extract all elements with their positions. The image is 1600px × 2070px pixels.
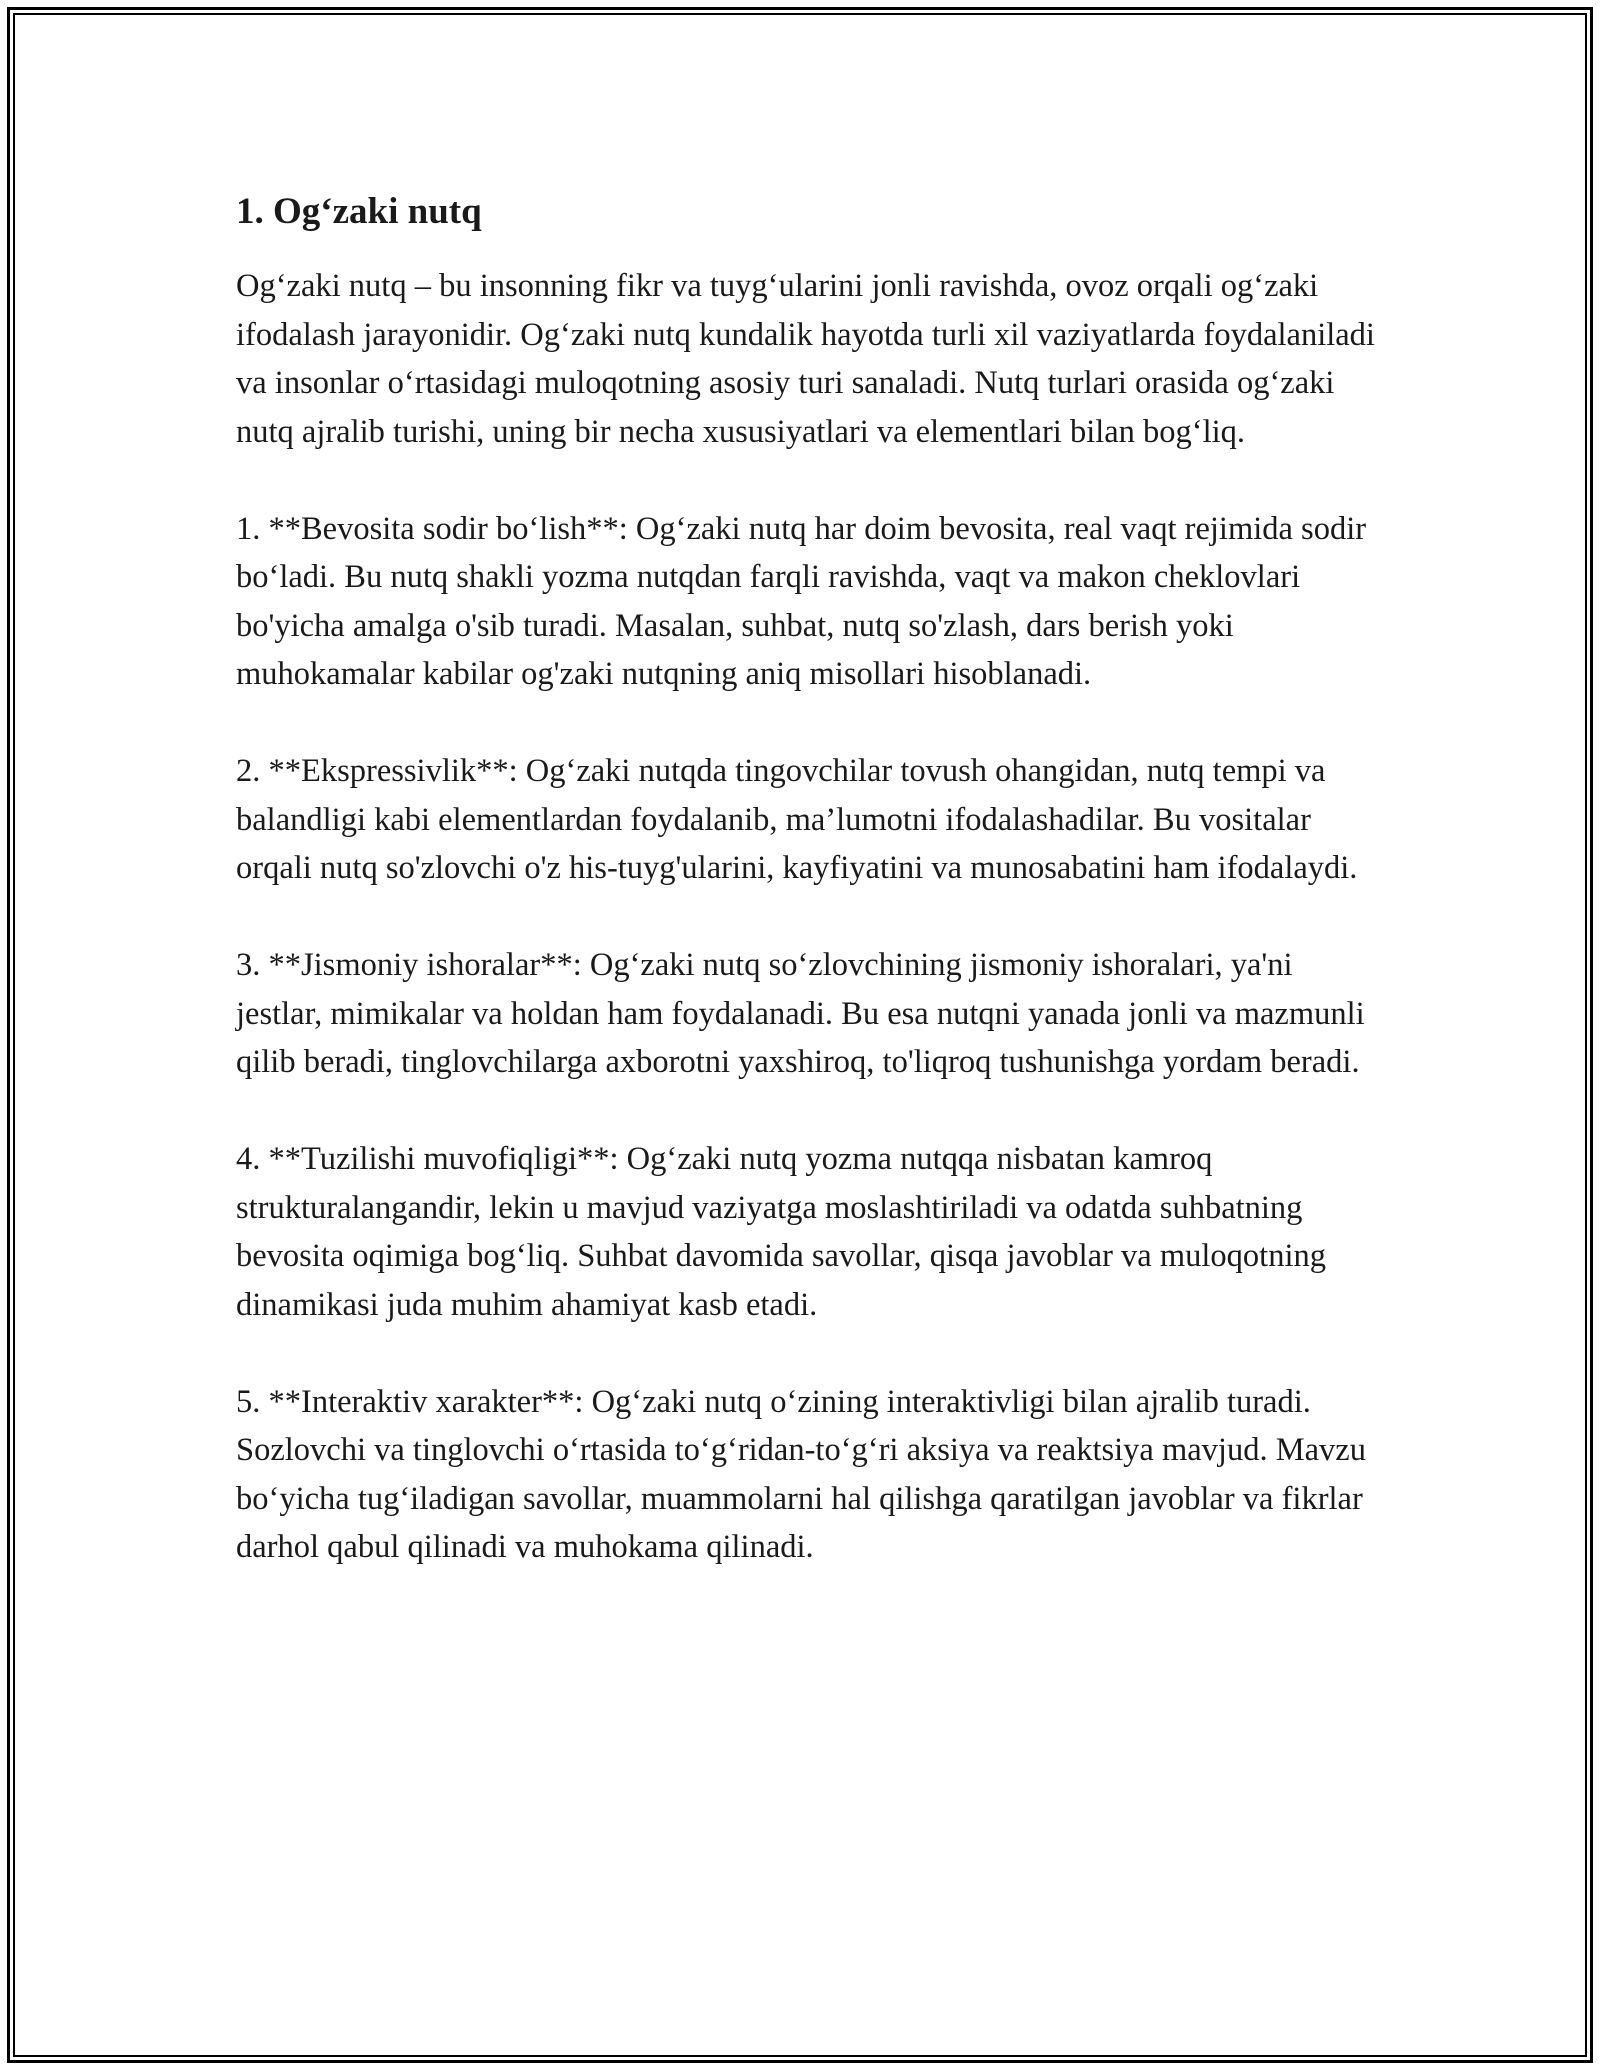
list-item-5: 5. **Interaktiv xarakter**: Og‘zaki nutq o‘zining interaktivligi bilan ajralib turadi. Sozlovchi va tinglovchi o‘rtasida to‘g‘ridan-to‘g‘ri aksiya va reaktsiya mavjud. Mavzu bo‘yicha tug‘iladigan savollar, muammolarni hal qilishga qaratilgan javoblar va fikrlar darhol qabul qilinadi va muhokama qilinadi.	[236, 1383, 1366, 1565]
document-body	[236, 188, 1386, 1620]
list-item-4: 4. **Tuzilishi muvofiqligi**: Og‘zaki nutq yozma nutqqa nisbatan kamroq strukturalangandir, lekin u mavjud vaziyatga moslashtiriladi va odatda suhbatning bevosita oqimiga bog‘liq. Suhbat davomida savollar, qisqa javoblar va muloqotning dinamikasi juda muhim ahamiyat kasb etadi.	[236, 1141, 1326, 1323]
list-item-1: 1. **Bevosita sodir bo‘lish**: Og‘zaki nutq har doim bevosita, real vaqt rejimida sodir bo‘ladi. Bu nutq shakli yozma nutqdan farqli ravishda, vaqt va makon cheklovlari bo'yicha amalga o'sib turadi. Masalan, suhbat, nutq so'zlash, dars berish yoki muhokamalar kabilar og'zaki nutqning aniq misollari hisoblanadi.	[236, 510, 1367, 692]
list-item-2: 2. **Ekspressivlik**: Og‘zaki nutqda tingovchilar tovush ohangidan, nutq tempi va balandligi kabi elementlardan foydalanib, ma’lumotni ifodalashadilar. Bu vositalar orqali nutq so'zlovchi o'z his-tuyg'ularini, kayfiyatini va munosabatini ham ifodalaydi.	[236, 753, 1358, 886]
intro-paragraph: Og‘zaki nutq – bu insonning fikr va tuyg‘ularini jonli ravishda, ovoz orqali og‘zaki ifodalash jarayonidir. Og‘zaki nutq kundalik hayotda turli xil vaziyatlarda foydalaniladi va insonlar o‘rtasidagi muloqotning asosiy turi sanaladi. Nutq turlari orasida og‘zaki nutq ajralib turishi, uning bir necha xususiyatlari va elementlari bilan bog‘liq.	[236, 268, 1375, 450]
list-item-3: 3. **Jismoniy ishoralar**: Og‘zaki nutq so‘zlovchining jismoniy ishoralari, ya'ni jestlar, mimikalar va holdan ham foydalanadi. Bu esa nutqni yanada jonli va mazmunli qilib beradi, tinglovchilarga axborotni yaxshiroq, to'liqroq tushunishga yordam beradi.	[236, 947, 1365, 1080]
document-title: 1. Og‘zaki nutq	[236, 191, 482, 232]
